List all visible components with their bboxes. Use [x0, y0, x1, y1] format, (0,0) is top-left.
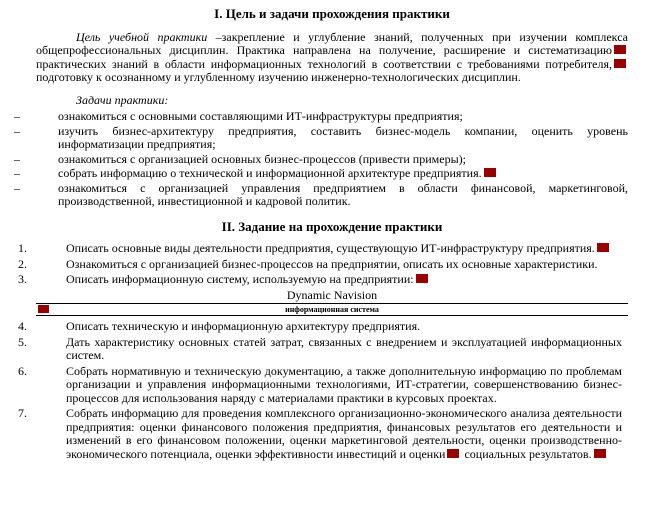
assignment-list-bottom — [18, 319, 628, 461]
item-text: Собрать нормативную и техническую документацию, а также дополнительную информацию по проблемам организации и управления информационными технологиями, ИТ-стратегии, совершенствованию бизнес-процессов для использования наряду с материалами практики в курсовых проектах. — [66, 363, 622, 405]
item-number: 7. — [18, 406, 27, 420]
item-text: Описать информационную систему, используемую на предприятии: — [66, 272, 414, 286]
assignment-item — [18, 363, 622, 406]
section1-title: I. Цель и задачи прохождения практики — [214, 6, 450, 21]
dash-marker: – — [14, 180, 20, 195]
intro-text-3: подготовку к осознанному и углубленному изучению инженерно-технологических дисциплин. — [36, 70, 521, 84]
item-text: Описать основные виды деятельности предприятия, существующую ИТ-инфраструктуру предприятия. — [66, 241, 595, 255]
dash-marker: – — [14, 166, 20, 180]
task-item — [14, 166, 628, 181]
system-caption-row — [36, 303, 628, 316]
intro-text-2: практических знаний в области информационных технологий в соответствии с требованиями потребителя, — [36, 56, 612, 71]
redaction-mark — [614, 45, 626, 54]
item-number: 4. — [18, 319, 27, 333]
intro-paragraph — [36, 31, 628, 85]
item-number: 6. — [18, 363, 27, 378]
item-number: 2. — [18, 256, 27, 271]
assignment-list-top — [18, 241, 628, 287]
system-caption: информационная система — [285, 305, 379, 314]
dash-marker: – — [14, 151, 20, 166]
dash-marker: – — [14, 123, 20, 138]
item-number: 5. — [18, 334, 27, 349]
system-name: Dynamic Navision — [286, 287, 378, 302]
redaction-mark — [38, 305, 49, 313]
task-text: ознакомиться с организацией основных бизнес-процессов (привести примеры); — [58, 151, 466, 166]
item-text: Описать техническую и информационную архитектуру предприятия. — [66, 319, 421, 333]
item-text: Собрать информацию для проведения комплексного организационно-экономического анализа деятельности предприятия: оценки финансового положения предприятия, финансовых результатов его деятельности и изменений в его финансовом положении, оценки маркетинговой деятельности, оценки производственно-экономического потенциала, оценки эффективности инвестиций и оценки — [66, 406, 622, 461]
intro-text-1: –закрепление и углубление знаний, полученных при изучении комплекса общепрофессиональных дисциплин. Практика направлена на получение, расширение и систематизацию — [36, 29, 628, 57]
assignment-item — [18, 334, 622, 363]
redaction-mark — [614, 59, 626, 68]
task-item — [14, 180, 628, 209]
section2-title: II. Задание на прохождение практики — [221, 218, 443, 234]
redaction-mark — [484, 168, 496, 177]
redaction-mark — [594, 449, 606, 458]
task-text: собрать информацию о технической и информационной архитектуре предприятия. — [58, 166, 482, 180]
assignment-item — [18, 241, 622, 256]
assignment-item — [18, 319, 622, 334]
task-text: изучить бизнес-архитектуру предприятия, составить бизнес-модель компании, оценить уровень информатизации предприятия; — [58, 123, 628, 151]
redaction-mark — [597, 243, 609, 252]
item-number: 3. — [18, 272, 27, 286]
task-item — [14, 151, 628, 167]
redaction-mark — [447, 449, 459, 458]
task-item — [14, 109, 628, 124]
task-text: ознакомиться с основными составляющими ИТ-инфраструктуры предприятия; — [58, 109, 463, 123]
task-item — [14, 123, 628, 152]
tasks-label: Задачи практики: — [76, 92, 169, 107]
redaction-mark — [416, 274, 428, 283]
assignment-item — [18, 272, 622, 287]
item-text: Дать характеристику основных статей затрат, связанных с внедрением и эксплуатацией информационных систем. — [66, 334, 622, 362]
assignment-item — [18, 406, 622, 461]
item-number: 1. — [18, 241, 27, 255]
tasks-list — [14, 109, 628, 209]
assignment-item — [18, 256, 622, 272]
item-text: Ознакомиться с организацией бизнес-процессов на предприятии, описать их основные характеристики. — [66, 256, 598, 271]
intro-lead: Цель учебной практики — [76, 29, 208, 44]
task-text: ознакомиться с организацией управления предприятием в области финансовой, маркетинговой, производственной, инвестиционной и кадровой политик. — [58, 180, 628, 208]
dash-marker: – — [14, 109, 20, 123]
item-text: социальных результатов. — [461, 446, 592, 461]
